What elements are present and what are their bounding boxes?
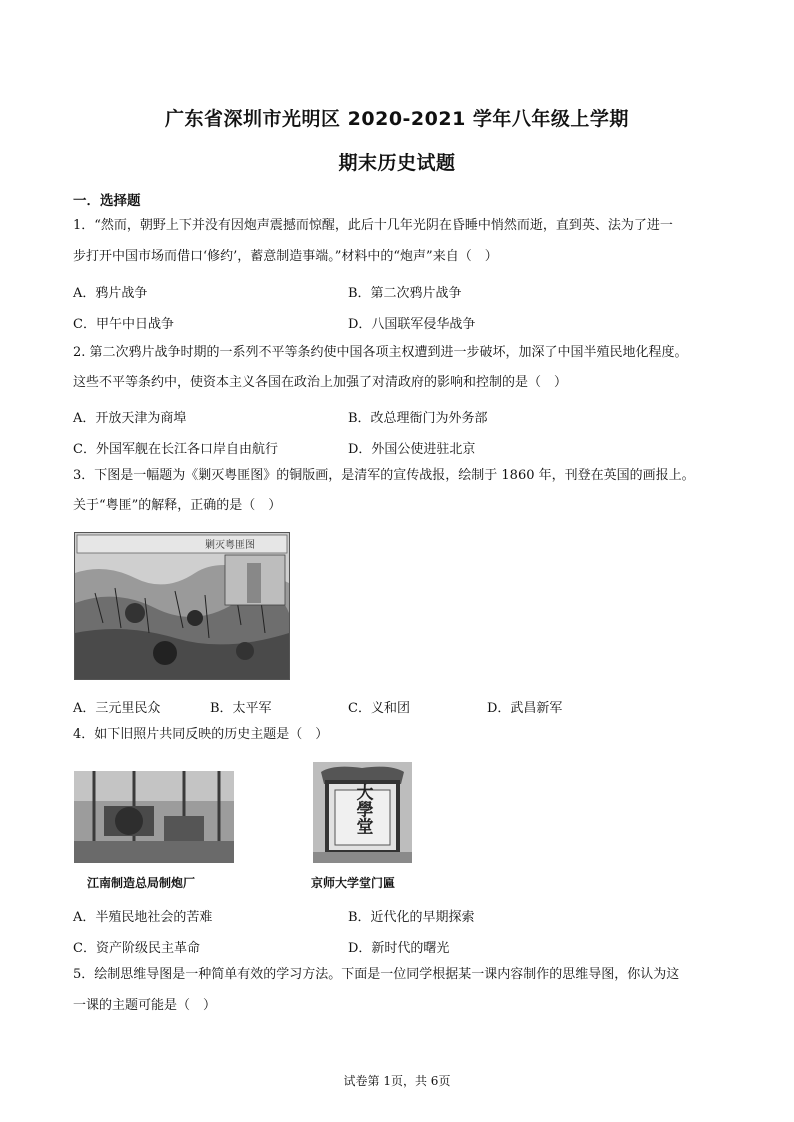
- question-4-option-a: A．半殖民地社会的苦难: [73, 910, 213, 925]
- question-1-option-a: A．鸦片战争: [73, 286, 148, 301]
- plaque-photo-illustration: [313, 762, 412, 863]
- question-1-option-c: C．甲午中日战争: [73, 317, 174, 332]
- question-1-option-d: D．八国联军侵华战争: [348, 317, 476, 332]
- exam-title-line2: 期末历史试题: [338, 152, 456, 174]
- question-3-line-1: 3．下图是一幅题为《剿灭粤匪图》的铜版画，是清军的宣传战报，绘制于 1860 年，刊登在英国的画报上。: [73, 468, 695, 483]
- question-4-option-c: C．资产阶级民主革命: [73, 941, 200, 956]
- engraving-image: [74, 532, 290, 680]
- question-3-option-d: D．武昌新军: [487, 701, 563, 716]
- question-1-line-2: 步打开中国市场而借口‘修约’，蓄意制造事端。”材料中的“炮声”来自（ ）: [73, 249, 498, 264]
- question-5-line-1: 5．绘制思维导图是一种简单有效的学习方法。下面是一位同学根据某一课内容制作的思维导图，你认为这: [73, 967, 680, 982]
- question-4-option-d: D．新时代的曙光: [348, 941, 450, 956]
- question-2-line-2: 这些不平等条约中，使资本主义各国在政治上加强了对清政府的影响和控制的是（ ）: [73, 375, 568, 390]
- page-footer: 试卷第 1页，共 6页: [343, 1074, 451, 1088]
- section-heading: 一．选择题: [73, 193, 141, 209]
- question-4-option-b: B．近代化的早期探索: [348, 910, 475, 925]
- question-5-line-2: 一课的主题可能是（ ）: [73, 998, 217, 1013]
- question-3-line-2: 关于“粤匪”的解释，正确的是（ ）: [73, 498, 282, 513]
- photo-1-caption: 江南制造总局制炮厂: [87, 876, 196, 890]
- factory-photo-illustration: [74, 771, 234, 863]
- question-2-option-d: D．外国公使进驻北京: [348, 442, 476, 457]
- question-3-option-c: C．义和团: [348, 701, 410, 716]
- question-2-option-b: B．改总理衙门为外务部: [348, 411, 488, 426]
- question-2-option-a: A．开放天津为商埠: [73, 411, 187, 426]
- plaque-photo: [313, 762, 412, 863]
- question-3-option-b: B．太平军: [210, 701, 272, 716]
- question-2-option-c: C．外国军舰在长江各口岸自由航行: [73, 442, 278, 457]
- photo-2-caption: 京师大学堂门匾: [311, 876, 396, 890]
- question-4-line-1: 4．如下旧照片共同反映的历史主题是（ ）: [73, 727, 329, 742]
- exam-title-line1: 广东省深圳市光明区 2020-2021 学年八年级上学期: [165, 108, 629, 130]
- engraving-illustration: [75, 533, 289, 679]
- question-2-line-1: 2. 第二次鸦片战争时期的一系列不平等条约使中国各项主权遭到进一步破坏，加深了中国半殖民地化程度。: [73, 345, 688, 360]
- factory-photo: [74, 771, 234, 863]
- question-3-option-a: A．三元里民众: [73, 701, 161, 716]
- plaque-text: 大學堂: [352, 783, 373, 835]
- engraving-title-text: 剿灭粤匪图: [205, 540, 255, 551]
- question-1-line-1: 1．“然而，朝野上下并没有因炮声震撼而惊醒，此后十几年光阴在昏睡中悄然而逝，直到英、法为了进一: [73, 218, 673, 233]
- question-1-option-b: B．第二次鸦片战争: [348, 286, 462, 301]
